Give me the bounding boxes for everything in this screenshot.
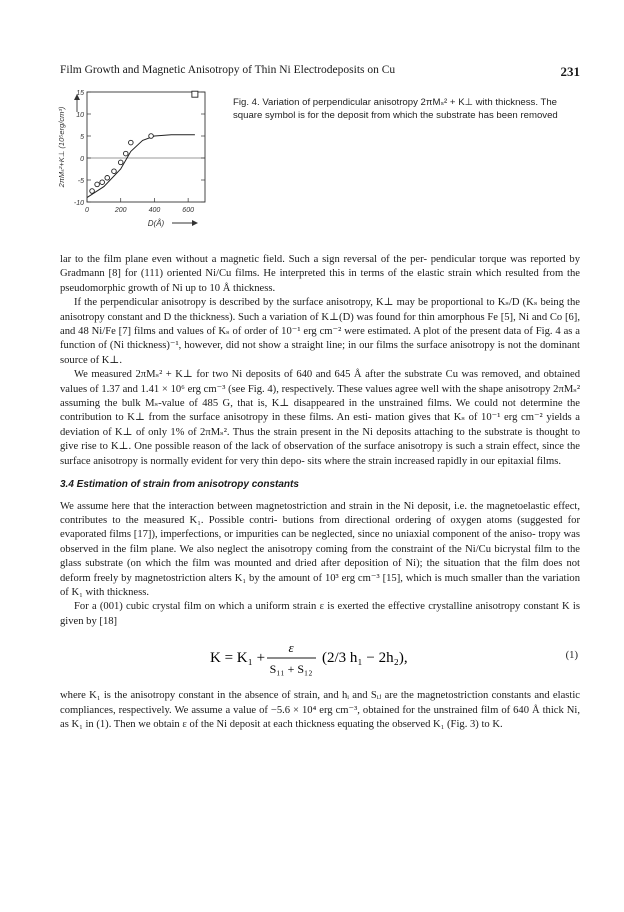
section-paragraph-3: where K₁ is the anisotropy constant in the absence of strain, and hᵢ and Sᵢⱼ are the magnetostriction constants and elastic compliances, respectively. We assume a value of −5.6 × 10⁴ erg cm⁻³, obtained for the unstrained film of 640 Å thick Ni, as K₁ in (1). Then we obtain ε of the Ni deposit at each thickness equating the observed K₁ (Fig. 3) to K. bbox=[60, 690, 580, 730]
y-tick-label-1: -5 bbox=[77, 178, 84, 185]
y-axis-label: 2πMₛ²+K⊥ (10⁵erg/cm³) bbox=[57, 106, 66, 188]
figure-caption: Fig. 4. Variation of perpendicular anisotropy 2πMₛ² + K⊥ with thickness. The square symbol is for the deposit from which the substrate has been removed bbox=[233, 97, 558, 121]
equation-number: (1) bbox=[565, 650, 578, 662]
square-point-0 bbox=[192, 91, 198, 97]
circle-point-7 bbox=[129, 140, 134, 145]
paragraph-2: If the perpendicular anisotropy is described by the surface anisotropy, K⊥ may be proportional to Kₛ/D (Kₛ being the anisotropy constant and D the thickness). Such a variation of K⊥(D) was found for thin amorphous Fe [5], Ni and Co [6], and 48 Ni/Fe [7] films and values of Kₛ of order of 10⁻¹ erg cm⁻² were estimated. A plot of the present data of Fig. 4 as a function of (Ni thickness)⁻¹, however, did not show a straight line; in our films the surface anisotropy is not the dominant source of K⊥. bbox=[60, 297, 580, 366]
section-heading: 3.4 Estimation of strain from anisotropy constants bbox=[60, 479, 299, 491]
section-paragraph-2: For a (001) cubic crystal film on which a uniform strain ε is exerted the effective crystalline anisotropy constant K is given by [18] bbox=[60, 601, 580, 627]
x-axis-label: D(Å) bbox=[147, 219, 165, 228]
circle-point-3 bbox=[105, 176, 110, 181]
running-title: Film Growth and Magnetic Anisotropy of Thin Ni Electrodeposits on Cu bbox=[60, 64, 396, 76]
circle-point-4 bbox=[112, 169, 117, 174]
fit-curve bbox=[87, 135, 195, 198]
circle-point-5 bbox=[118, 160, 123, 165]
y-tick-label-5: 15 bbox=[76, 90, 84, 97]
paragraph-3: We measured 2πMₛ² + K⊥ for two Ni deposits of 640 and 645 Å after the substrate Cu was removed, and obtained values of 1.37 and 1.41 × 10⁶ erg cm⁻³ (see Fig. 4), respectively. These values agree well with the shape anisotropy 2πMₛ² assuming the bulk Mₛ-value of 485 G, that is, K⊥ disappeared in the unstrained films. We could not determine the contribution to K⊥ from the surface anisotropy in these films. An esti- mation gives that Kₛ of 10⁻¹ erg cm⁻² yields a deviation of K⊥ of only 1% of 2πMₛ². Thus the strain present in the Ni deposits attaching to the substrate is thought to give rise to K⊥. One possible reason of the lack of observation of the surface anisotropy is such a strain effect, since the surface anisotropy is normally evident for very thin depo- sits where the strain increased rapidly in our epitaxial films. bbox=[60, 369, 580, 467]
equation-1 bbox=[60, 633, 580, 683]
body-text bbox=[60, 253, 580, 732]
x-tick-label-1: 200 bbox=[114, 207, 127, 214]
x-tick-label-2: 400 bbox=[148, 207, 161, 214]
y-tick-label-4: 10 bbox=[76, 112, 84, 119]
y-tick-label-2: 0 bbox=[80, 156, 84, 163]
paragraph-1: lar to the film plane even without a magnetic field. Such a sign reversal of the per- pendicular torque was reported by Gradmann [8] for (111) oriented Ni/Cu films. He interpreted this in terms of the elastic strain which resulted from the pseudomorphic growth of Ni up to 10 Å thickness. bbox=[60, 254, 580, 294]
equation-graphic bbox=[60, 633, 500, 683]
y-tick-label-3: 5 bbox=[80, 134, 84, 141]
page-number: 231 bbox=[560, 64, 580, 79]
y-tick-label-0: -10 bbox=[73, 200, 84, 207]
running-header bbox=[60, 64, 580, 80]
circle-point-8 bbox=[149, 134, 154, 139]
circle-point-0 bbox=[90, 189, 95, 194]
equation-numerator: ε bbox=[288, 640, 294, 656]
x-tick-label-3: 600 bbox=[182, 207, 194, 214]
equation-bracket: (2/3 h₁ − 2h₂), bbox=[322, 650, 408, 667]
circle-point-6 bbox=[123, 151, 128, 156]
section-paragraph-1: We assume here that the interaction between magnetostriction and strain in the Ni deposit, i.e. the magnetoelastic effect, contributes to the measured K₁. Possible contri- butions from directional ordering of oxygen atoms (suggested for evaporated films [17]), imperfections, or impurities can be neglected, since no uniaxial component of the aniso- tropy was observed in the film plane. We also neglect the anisotropy coming from the constraint of the Ni/Cu bicrystal film to the glass substrate (on which the film was mounted and dried after deposition of Ni); the situation that the film does not deform freely by magnetostriction alters K₁ by the amount of 10³ erg cm⁻³ [15], which is much smaller than the variation of K₁ with thickness. bbox=[60, 500, 580, 598]
circle-point-1 bbox=[95, 182, 100, 187]
x-tick-label-0: 0 bbox=[85, 207, 89, 214]
x-arrow-head bbox=[192, 220, 198, 226]
figure-4-chart bbox=[55, 86, 223, 238]
equation-denominator: S₁₁ + S₁₂ bbox=[269, 662, 313, 677]
circle-point-2 bbox=[100, 180, 105, 185]
equation-lhs: K = K₁ + bbox=[210, 650, 266, 667]
